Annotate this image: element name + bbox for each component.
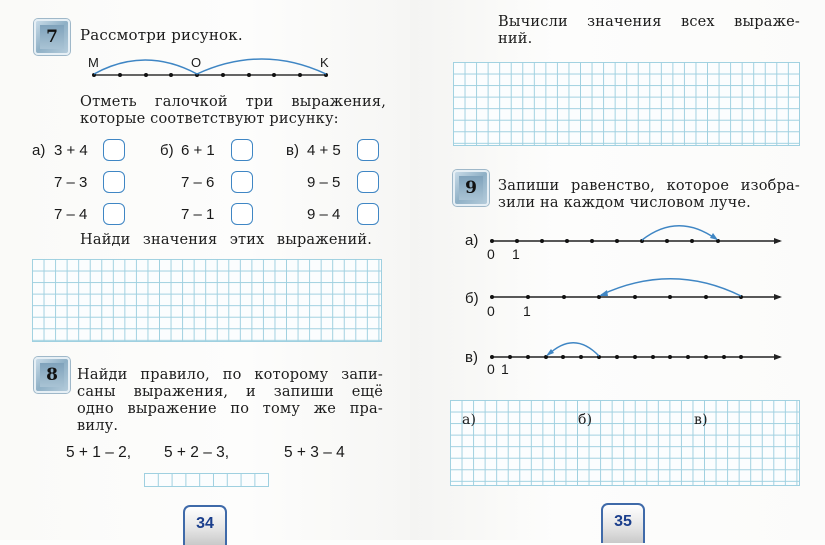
answer-grid-7[interactable] [32, 259, 382, 342]
ray-v-one: 1 [501, 361, 509, 377]
ray-v-zero: 0 [487, 361, 495, 377]
exercise-7-number: 7 [40, 25, 64, 49]
checkbox-v-2[interactable] [357, 171, 379, 193]
expr-v-2: 9 – 5 [307, 174, 341, 191]
exercise-9-number: 9 [459, 176, 483, 200]
label-k: K [320, 55, 329, 70]
exercise-8-line-4: вилу. [77, 418, 119, 434]
exercise-8-number: 8 [40, 363, 64, 387]
expr-v-3: 9 – 4 [307, 206, 341, 223]
answer-label-a: а) [462, 412, 477, 428]
letter-a: а) [32, 142, 46, 159]
checkbox-a-3[interactable] [103, 203, 125, 225]
expr-a-2: 7 – 3 [54, 174, 88, 191]
checkbox-b-3[interactable] [231, 203, 253, 225]
letter-b: б) [160, 142, 174, 159]
letter-v: в) [286, 142, 299, 159]
exercise-9-line-1: Запиши равенство, которое изобра- [498, 178, 800, 194]
exercise-8-expr-2: 5 + 2 – 3, [164, 444, 230, 461]
answer-grid-9[interactable] [450, 400, 800, 486]
exercise-9-line-2: зили на каждом числовом луче. [498, 195, 751, 211]
ray-b-zero: 0 [487, 303, 495, 319]
continuation-line-1: Вычисли значения всех выраже- [498, 14, 800, 30]
exercise-7-instruction-1: Отметь галочкой три выражения, [80, 94, 386, 110]
answer-cells-8[interactable] [144, 473, 269, 487]
expr-a-3: 7 – 4 [54, 206, 88, 223]
exercise-8-expr-3: 5 + 3 – 4 [284, 444, 345, 461]
answer-label-b: б) [578, 412, 593, 428]
ray-b-letter: б) [465, 290, 479, 307]
answer-label-v: в) [694, 412, 708, 428]
exercise-8-line-3: одно выражение по тому же пра- [77, 401, 383, 417]
ray-v-letter: в) [465, 349, 478, 366]
expr-v-1: 4 + 5 [307, 142, 341, 159]
checkbox-b-1[interactable] [231, 139, 253, 161]
exercise-7-instruction-2: которые соответствуют рисунку: [80, 111, 339, 127]
checkbox-v-1[interactable] [357, 139, 379, 161]
label-o: O [191, 55, 202, 70]
ray-b-one: 1 [523, 303, 531, 319]
ray-a-one: 1 [512, 246, 520, 262]
ray-a-zero: 0 [487, 246, 495, 262]
label-m: M [88, 55, 99, 70]
exercise-8-line-1: Найди правило, по которому запи- [77, 367, 383, 383]
page-number-35: 35 [601, 503, 645, 543]
checkbox-v-3[interactable] [357, 203, 379, 225]
expr-b-2: 7 – 6 [181, 174, 215, 191]
page-34 [0, 0, 410, 540]
page-number-34: 34 [183, 505, 227, 545]
checkbox-a-1[interactable] [103, 139, 125, 161]
expr-b-1: 6 + 1 [181, 142, 215, 159]
exercise-8-badge [34, 357, 70, 393]
exercise-8-expr-1: 5 + 1 – 2, [66, 444, 132, 461]
page-35 [410, 0, 825, 540]
checkbox-a-2[interactable] [103, 171, 125, 193]
continuation-line-2: ний. [498, 31, 533, 47]
ray-a-letter: а) [465, 232, 479, 249]
checkbox-b-2[interactable] [231, 171, 253, 193]
expr-a-1: 3 + 4 [54, 142, 88, 159]
exercise-8-line-2: саны выражения, и запиши ещё [77, 384, 383, 400]
exercise-7-find-values: Найди значения этих выражений. [80, 232, 372, 248]
expr-b-3: 7 – 1 [181, 206, 215, 223]
segment-figure [0, 0, 410, 100]
exercise-7-title: Рассмотри рисунок. [80, 26, 243, 44]
